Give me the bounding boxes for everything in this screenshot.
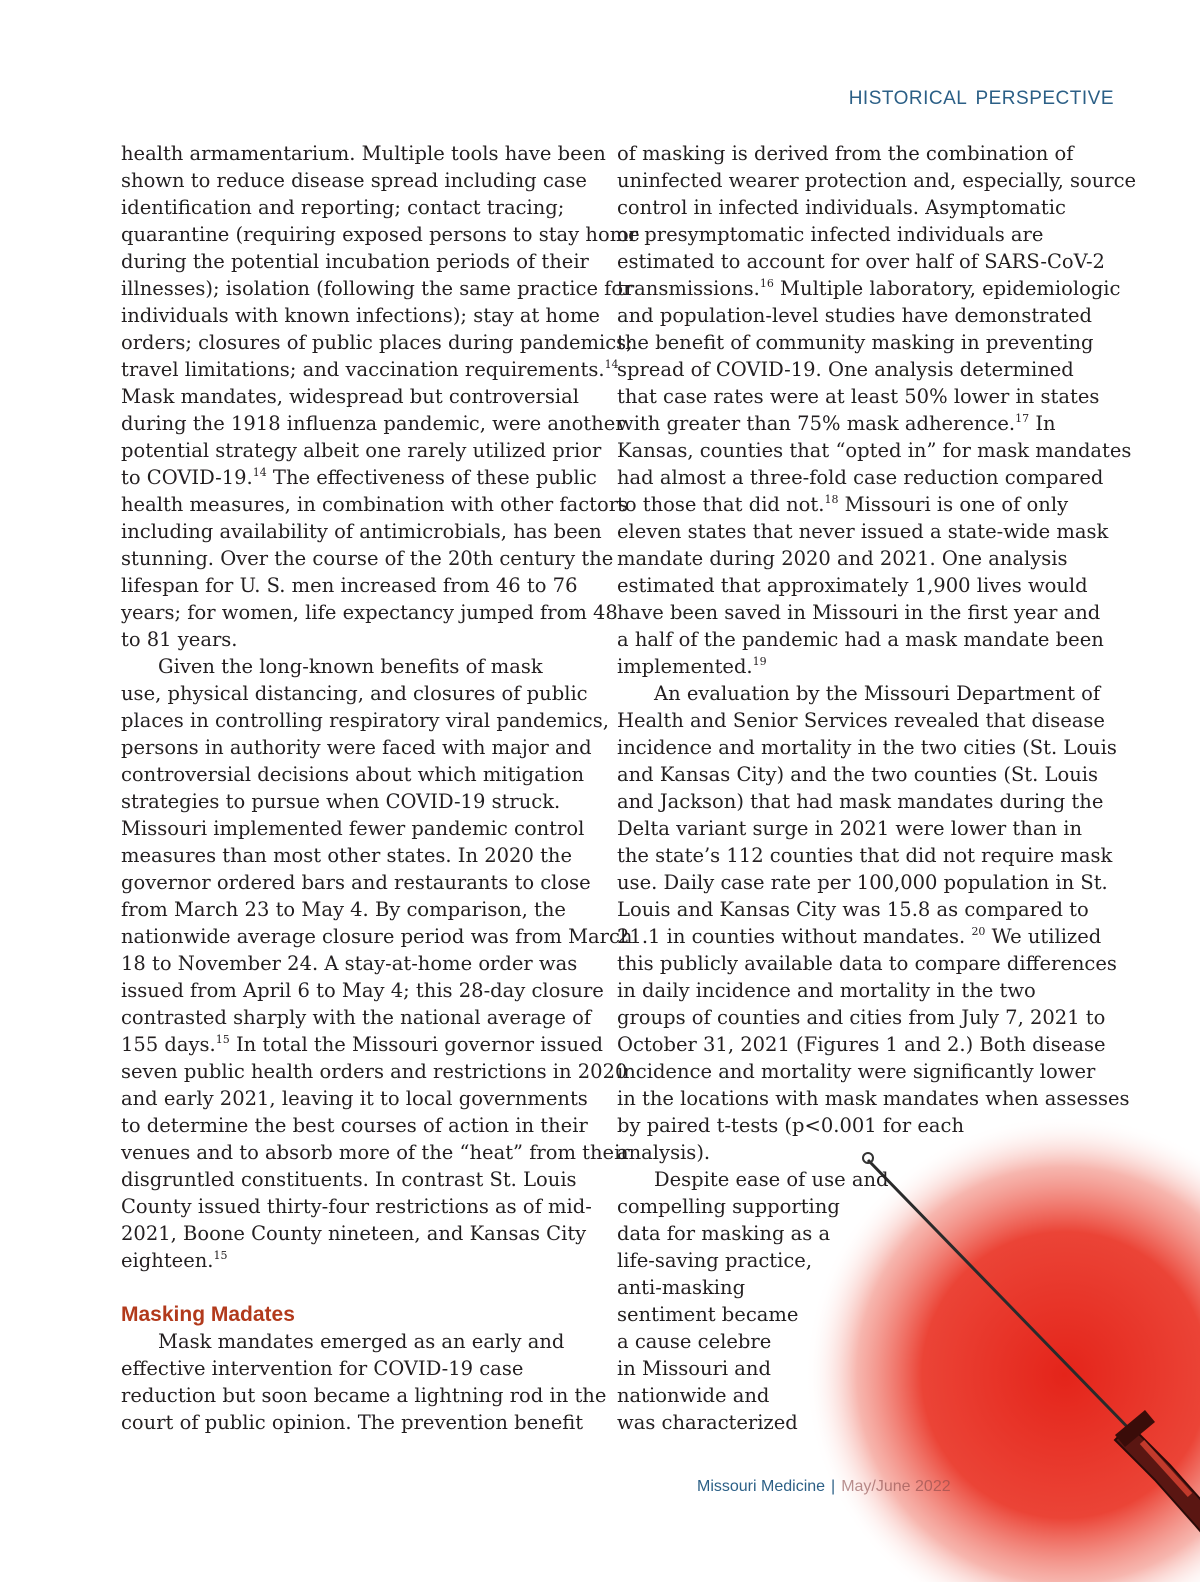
text-line: during the 1918 influenza pandemic, were another — [121, 412, 625, 435]
left-column — [121, 140, 640, 1436]
reference-marker: 15 — [213, 1248, 228, 1262]
reference-marker: 20 — [971, 924, 986, 938]
text-line: control in infected individuals. Asymptomatic — [617, 196, 1066, 219]
text-line: health measures, in combination with other factors — [121, 493, 629, 516]
text-line: governor ordered bars and restaurants to close — [121, 871, 591, 894]
text-line: was characterized — [617, 1411, 798, 1434]
text-line: nationwide average closure period was from March — [121, 925, 633, 948]
text-line: County issued thirty-four restrictions as of mid- — [121, 1195, 592, 1218]
text-line: seven public health orders and restrictions in 2020 — [121, 1060, 628, 1083]
text-line: individuals with known infections); stay at home — [121, 304, 600, 327]
page-footer — [697, 1478, 951, 1496]
text-line: spread of COVID-19. One analysis determined — [617, 358, 1074, 381]
text-line: Delta variant surge in 2021 were lower than in — [617, 817, 1083, 840]
text-line: incidence and mortality were significantly lower — [617, 1060, 1096, 1083]
text-line: reduction but soon became a lightning rod in the — [121, 1384, 607, 1407]
text-line: 18 to November 24. A stay-at-home order was — [121, 952, 578, 975]
text-line: court of public opinion. The prevention benefit — [121, 1411, 584, 1434]
text-line: 2021, Boone County nineteen, and Kansas City — [121, 1222, 587, 1245]
text-line: during the potential incubation periods of their — [121, 250, 589, 273]
text-line: to determine the best courses of action in their — [121, 1114, 588, 1137]
text-line: issued from April 6 to May 4; this 28-day closure — [121, 979, 604, 1002]
right-column — [617, 140, 1137, 1436]
text-line: persons in authority were faced with major and — [121, 736, 592, 759]
text-line: Mask mandates, widespread but controversial — [121, 385, 579, 408]
text-line: groups of counties and cities from July 7, 2021 to — [617, 1006, 1106, 1029]
text-line: sentiment became — [617, 1303, 799, 1326]
text-line: a cause celebre — [617, 1330, 772, 1353]
text-line: in daily incidence and mortality in the two — [617, 979, 1036, 1002]
text-line: the benefit of community masking in preventing — [617, 331, 1094, 354]
text-line: transmissions.$^{16}$ Multiple laboratory, epidemiologic — [617, 276, 1121, 300]
text-line: incidence and mortality in the two cities (St. Louis — [617, 736, 1117, 759]
journal-name: Missouri Medicine — [697, 1478, 826, 1495]
text-line: disgruntled constituents. In contrast St. Louis — [121, 1168, 577, 1191]
text-line: illnesses); isolation (following the same practice for — [121, 277, 633, 300]
text-line: An evaluation by the Missouri Department of — [654, 682, 1101, 705]
text-line: use. Daily case rate per 100,000 population in St. — [617, 871, 1108, 894]
text-line: with greater than 75% mask adherence.$^{17}$ In — [617, 411, 1056, 435]
text-line: Given the long-known benefits of mask — [158, 655, 543, 678]
text-line: a half of the pandemic had a mask mandate been — [617, 628, 1104, 651]
text-line: measures than most other states. In 2020 the — [121, 844, 573, 867]
text-line: venues and to absorb more of the “heat” from their — [121, 1141, 630, 1164]
text-line: including availability of antimicrobials, has been — [121, 520, 602, 543]
reference-marker: 17 — [1015, 411, 1030, 425]
text-line: strategies to pursue when COVID-19 struck. — [121, 790, 561, 813]
text-line: Mask mandates emerged as an early and — [158, 1330, 565, 1353]
text-line: to 81 years. — [121, 628, 238, 651]
text-line: life-saving practice, — [617, 1249, 813, 1272]
text-line: that case rates were at least 50% lower in states — [617, 385, 1100, 408]
text-line: use, physical distancing, and closures of public — [121, 682, 588, 705]
section-label: HISTORICAL PERSPECTIVE — [848, 88, 1114, 109]
text-line: and Kansas City) and the two counties (St. Louis — [617, 763, 1099, 786]
text-line: eighteen.$^{15}$ — [121, 1248, 228, 1272]
text-line: or presymptomatic infected individuals are — [617, 223, 1044, 246]
text-line: October 31, 2021 (Figures 1 and 2.) Both disease — [617, 1033, 1106, 1056]
text-line: compelling supporting — [617, 1195, 840, 1218]
text-line: and Jackson) that had mask mandates during the — [617, 790, 1104, 813]
reference-marker: 15 — [215, 1032, 230, 1046]
reference-marker: 14 — [604, 357, 619, 371]
text-line: travel limitations; and vaccination requirements.$^{14}$ — [121, 357, 619, 381]
text-line: to COVID-19.14 The effectiveness of these public — [121, 465, 597, 489]
text-line: had almost a three-fold case reduction compared — [617, 466, 1104, 489]
text-line: effective intervention for COVID-19 case — [121, 1357, 524, 1380]
text-line: quarantine (requiring exposed persons to stay home — [121, 223, 640, 246]
text-line: places in controlling respiratory viral pandemics, — [121, 709, 609, 732]
text-line: estimated that approximately 1,900 lives would — [617, 574, 1088, 597]
text-line: have been saved in Missouri in the first year and — [617, 601, 1101, 624]
text-line: potential strategy albeit one rarely utilized prior — [121, 439, 602, 462]
text-line: Kansas, counties that “opted in” for mask mandates — [617, 439, 1132, 462]
text-line: identification and reporting; contact tracing; — [121, 196, 565, 219]
text-line: controversial decisions about which mitigation — [121, 763, 585, 786]
text-line: in Missouri and — [617, 1357, 771, 1380]
text-line: health armamentarium. Multiple tools have been — [121, 142, 606, 165]
reference-marker: 16 — [759, 276, 774, 290]
text-line: Louis and Kansas City was 15.8 as compared to — [617, 898, 1089, 921]
text-line: years; for women, life expectancy jumped from 48 — [121, 601, 618, 624]
text-line: to those that did not.$^{18}$ Missouri is one of only — [617, 492, 1069, 516]
text-line: Despite ease of use and — [654, 1168, 889, 1191]
text-line: and population-level studies have demonstrated — [617, 304, 1092, 327]
text-line: from March 23 to May 4. By comparison, the — [121, 898, 566, 921]
text-line: data for masking as a — [617, 1222, 831, 1245]
text-line: uninfected wearer protection and, especially, source — [617, 169, 1137, 192]
text-line: lifespan for U. S. men increased from 46 to 76 — [121, 574, 578, 597]
text-line: 155 days.$^{15}$ In total the Missouri governor issued — [121, 1032, 604, 1056]
text-line: the state’s 112 counties that did not require mask — [617, 844, 1113, 867]
reference-marker: 14 — [252, 465, 267, 479]
text-line: nationwide and — [617, 1384, 770, 1407]
text-line: Health and Senior Services revealed that disease — [617, 709, 1105, 732]
text-line: of masking is derived from the combination of — [617, 142, 1074, 165]
section-heading: Masking Madates — [121, 1303, 295, 1326]
text-line: contrasted sharply with the national average of — [121, 1006, 592, 1029]
text-line: 21.1 in counties without mandates. $^{20}$ We utilized — [617, 924, 1102, 948]
reference-marker: 18 — [824, 492, 839, 506]
text-line: in the locations with mask mandates when assesses — [617, 1087, 1130, 1110]
text-line: analysis). — [617, 1141, 711, 1164]
text-line: Missouri implemented fewer pandemic control — [121, 817, 585, 840]
text-line: and early 2021, leaving it to local governments — [121, 1087, 588, 1110]
text-line: eleven states that never issued a state-wide mask — [617, 520, 1109, 543]
issue-date: May/June 2022 — [841, 1478, 951, 1495]
reference-marker: 19 — [752, 654, 767, 668]
text-line: this publicly available data to compare differences — [617, 952, 1117, 975]
text-line: implemented.$^{19}$ — [617, 654, 767, 678]
text-line: mandate during 2020 and 2021. One analysis — [617, 547, 1068, 570]
text-line: orders; closures of public places during pandemics; — [121, 331, 633, 354]
text-line: stunning. Over the course of the 20th century the — [121, 547, 614, 570]
text-line: by paired t-tests (p<0.001 for each — [617, 1114, 965, 1137]
text-line: shown to reduce disease spread including case — [121, 169, 587, 192]
text-line: estimated to account for over half of SARS-CoV-2 — [617, 250, 1105, 273]
footer-separator: | — [831, 1478, 836, 1495]
text-line: anti-masking — [617, 1276, 746, 1299]
